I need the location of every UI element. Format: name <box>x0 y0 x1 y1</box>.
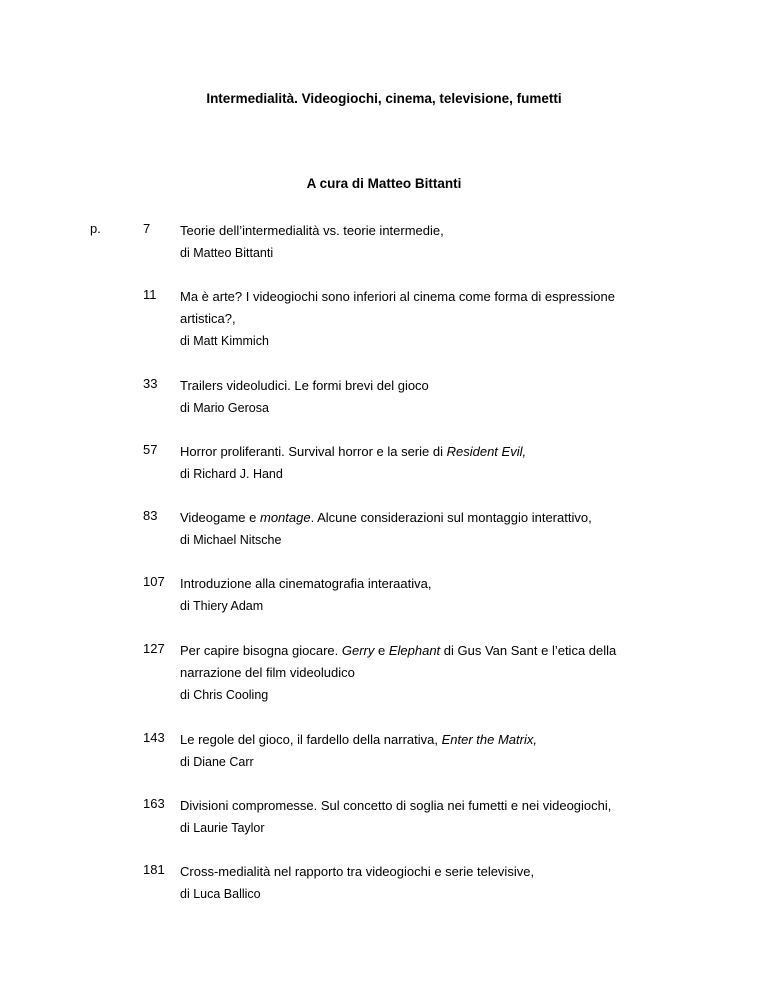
toc-page-number: 83 <box>143 508 158 523</box>
toc-entry-title: Divisioni compromesse. Sul concetto di soglia nei fumetti e nei videogiochi, <box>180 798 612 813</box>
toc-entry-title: Per capire bisogna giocare. Gerry e Elephant di Gus Van Sant e l’etica della <box>180 643 617 658</box>
toc-entry-title: Trailers videoludici. Le formi brevi del gioco <box>180 378 429 393</box>
book-title: Intermedialità. Videogiochi, cinema, televisione, fumetti <box>206 91 562 106</box>
toc-page-number: 7 <box>143 221 151 236</box>
toc-entry-title: Teorie dell’intermedialità vs. teorie intermedie, <box>180 223 444 238</box>
toc-page-number: 127 <box>143 641 165 656</box>
toc-entry-title-continued: artistica?, <box>180 311 236 326</box>
curator-line: A cura di Matteo Bittanti <box>306 176 462 191</box>
toc-entry-title: Ma è arte? I videogiochi sono inferiori al cinema come forma di espressione <box>180 289 615 304</box>
toc-page-number: 57 <box>143 442 158 457</box>
toc-entry-author: di Mario Gerosa <box>180 401 269 415</box>
toc-entry-author: di Laurie Taylor <box>180 821 265 835</box>
toc-entry-title: Introduzione alla cinematografia interaativa, <box>180 576 432 591</box>
toc-entry-author: di Luca Ballico <box>180 887 261 901</box>
toc-entry-title: Videogame e montage. Alcune considerazioni sul montaggio interattivo, <box>180 510 592 525</box>
toc-page-number: 163 <box>143 796 165 811</box>
toc-entry-author: di Diane Carr <box>180 755 254 769</box>
toc-entry-title: Cross-medialità nel rapporto tra videogiochi e serie televisive, <box>180 864 535 879</box>
toc-entry-author: di Matt Kimmich <box>180 334 269 348</box>
toc-entry-title: Horror proliferanti. Survival horror e la serie di Resident Evil, <box>180 444 527 459</box>
toc-page-number: 11 <box>143 287 157 302</box>
toc-page-number: 143 <box>143 730 165 745</box>
toc-entry-title: Le regole del gioco, il fardello della narrativa, Enter the Matrix, <box>180 732 537 747</box>
toc-entry-title-continued: narrazione del film videoludico <box>180 665 355 680</box>
toc-page-number: 107 <box>143 574 165 589</box>
page-label: p. <box>90 221 101 236</box>
toc-entry-author: di Chris Cooling <box>180 688 269 702</box>
toc-page-number: 33 <box>143 376 158 391</box>
toc-entry-author: di Matteo Bittanti <box>180 246 274 260</box>
toc-entry-author: di Michael Nitsche <box>180 533 282 547</box>
toc-entry-author: di Richard J. Hand <box>180 467 283 481</box>
toc-entry-author: di Thiery Adam <box>180 599 264 613</box>
toc-page-number: 181 <box>143 862 165 877</box>
